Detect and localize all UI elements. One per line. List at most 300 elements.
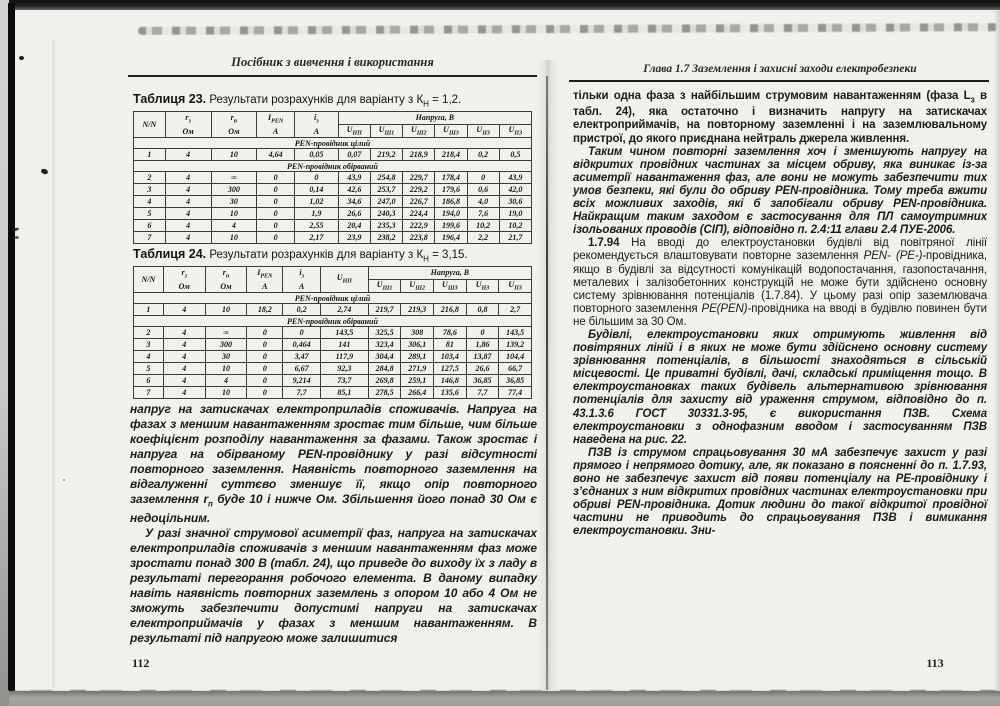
table-cell: 7,7 [466, 387, 499, 399]
text-run: в табл. 24), яка остаточно і визначить напругу на затискачах електроприймачів, на повторному заземленні і на заземлювальному пристрої, до якого приєднана нейтраль джерела живлення. [573, 90, 987, 145]
text-run: провідника на вводі в будівлю повинен бути не більшим за 30 Ом. [573, 302, 987, 328]
table-cell: 20,4 [338, 220, 370, 232]
symbol: $U_{Н3}$ [476, 125, 490, 137]
table-cell: 10,2 [467, 220, 499, 232]
table-cell: 4 [165, 208, 211, 220]
symbol-subscript: п [233, 118, 238, 125]
table-23-title [133, 92, 535, 108]
table-cell: 0,2 [467, 149, 499, 161]
col-header-symbol [321, 273, 368, 287]
table-cell: 259,1 [401, 375, 434, 387]
page-fold-line [52, 40, 55, 688]
symbol: $U_{Ш1}$ [376, 280, 393, 292]
table-cell: 0,2 [283, 304, 321, 316]
table-cell: 218,4 [435, 149, 467, 161]
table-24-title-tail: = 3,15. [428, 249, 468, 261]
symbol: $r_п$ [222, 267, 230, 280]
table-cell: 179,6 [435, 184, 467, 196]
symbol-subscript: PEN [260, 273, 273, 280]
table-cell: 26,6 [338, 208, 370, 220]
col-header [205, 267, 247, 293]
symbol-subscript: Ш3 [447, 285, 458, 292]
table-row [134, 172, 532, 184]
page-top-shadow [138, 23, 998, 35]
table-cell: 4 [165, 149, 211, 161]
ink-speck [63, 479, 65, 481]
table-cell: 304,4 [368, 351, 401, 363]
table-cell: 92,3 [321, 363, 369, 375]
table-cell: 6,67 [283, 363, 321, 375]
symbol-subscript: Н3 [482, 130, 490, 137]
table-cell: 1,9 [295, 208, 339, 220]
table-cell: 0,14 [295, 184, 339, 196]
symbol-subscript: PEN [271, 118, 284, 125]
table-row [134, 304, 532, 316]
table-cell: 7,6 [467, 208, 499, 220]
table-cell: 247,0 [370, 196, 402, 208]
symbol-subscript: НП [342, 278, 352, 285]
table-cell: 289,1 [401, 351, 434, 363]
table-cell: 141 [321, 339, 369, 351]
table-cell: 2,55 [295, 220, 339, 232]
header-row-1 [134, 267, 532, 280]
symbol: $U_{НП}$ [336, 272, 352, 285]
table-cell: 10 [211, 232, 257, 244]
ink-speck [14, 236, 19, 239]
section-label: PEN-провідник обірваний [134, 161, 532, 172]
symbol: $U_{Ш3}$ [443, 125, 459, 137]
table-23-wrap [133, 111, 532, 244]
table-head [134, 112, 532, 138]
table-cell: 2,7 [499, 304, 532, 316]
table-cell: 3 [134, 339, 164, 351]
symbol: N/N [142, 119, 157, 129]
table-cell: 4 [165, 232, 211, 244]
text-run: Таким чином повторні заземлення хоч і зменшують напругу на відкритих провідних частинах за місцем обриву, яка виникає із-за асиметрії навантаження фаз, але вони не можуть забезпечити тих умов безпеки, які були до обриву PEN-провідника. Тому треба вжити всіх можливих заходів, які б запобігали обриву PEN-провідника. Найкращим таким заходом є застосування для ПЛ самоутримних ізольованих проводів (СІП), відповідно п. 2.4:11 глави 2.4 ПУЕ-2006. [573, 145, 987, 237]
col-header [211, 112, 257, 138]
col-header-unit: Ом [228, 126, 240, 136]
results-table-23 [133, 111, 532, 244]
table-cell: 30 [205, 351, 247, 363]
table-cell: 254,8 [370, 172, 402, 184]
ink-speck [12, 227, 20, 232]
black-margin-bar [8, 3, 15, 691]
col-header [134, 112, 166, 138]
col-header-unit: Ом [182, 126, 194, 136]
text-italic-run: PEN- (PE-)- [863, 250, 927, 263]
table-cell: 4 [165, 172, 211, 184]
table-cell: 26,6 [466, 363, 499, 375]
table-cell: 0,5 [499, 149, 531, 161]
text-run: тільки одна фаза з найбільшим струмовим навантаженням (фаза L [573, 90, 971, 102]
table-cell: 0 [283, 327, 321, 339]
symbol-subscript: Ш1 [384, 130, 395, 137]
section-label: PEN-провідник обірваний [134, 316, 532, 327]
col-header-symbol [257, 113, 294, 127]
scan-edge-right [994, 10, 1000, 691]
col-header-symbol [283, 268, 320, 282]
table-cell: 0,6 [467, 184, 499, 196]
symbol-subscript: Ш2 [415, 285, 425, 292]
table-cell: 0 [257, 196, 295, 208]
col-header [163, 267, 205, 293]
table-cell: 66,7 [499, 363, 532, 375]
table-cell: 10 [211, 208, 257, 220]
section-row [134, 316, 532, 327]
table-cell: 78,6 [434, 327, 467, 339]
symbol-subscript: з [188, 118, 191, 125]
table-cell: 73,7 [321, 375, 369, 387]
table-cell: 0 [247, 387, 283, 399]
table-cell: 0 [247, 351, 283, 363]
symbol: $U_{НП}$ [346, 125, 362, 137]
text-subscript: п [208, 499, 213, 509]
symbol-subscript: п [225, 273, 230, 280]
col-header-symbol [134, 120, 165, 130]
table-cell: 0,05 [295, 149, 339, 161]
table-cell: 0 [467, 172, 499, 184]
table-row [134, 375, 532, 387]
group-header: Напруга, В [338, 112, 531, 125]
table-cell: 127,5 [434, 363, 467, 375]
table-cell: 4 [163, 339, 205, 351]
symbol-subscript: Ш3 [448, 130, 459, 137]
table-cell: 4 [165, 196, 211, 208]
symbol: $r_з$ [181, 267, 187, 280]
table-23-title-label: Таблиця 23. [133, 92, 207, 106]
symbol: $I_{PEN}$ [257, 267, 273, 280]
results-table-24 [133, 266, 532, 399]
col-header [247, 267, 283, 293]
table-cell: 238,2 [370, 232, 402, 244]
paragraph [573, 447, 987, 539]
table-cell: 4 [163, 351, 205, 363]
table-cell: 306,1 [401, 339, 434, 351]
table-row [134, 363, 532, 375]
scan-edge-bottom [0, 691, 1000, 706]
table-cell: 2 [134, 172, 166, 184]
table-cell: 224,4 [403, 208, 435, 220]
table-cell: 1 [134, 149, 166, 161]
table-24-title-sub: Н [423, 254, 429, 264]
table-cell: 2,74 [321, 304, 369, 316]
col-header-unit: А [262, 281, 268, 291]
table-cell: 77,4 [499, 387, 532, 399]
table-cell: 21,7 [499, 232, 531, 244]
col-header [370, 125, 402, 138]
table-cell: 5 [134, 363, 164, 375]
table-cell: 229,7 [403, 172, 435, 184]
table-cell: 218,9 [403, 149, 435, 161]
ink-speck [40, 168, 48, 175]
col-header-symbol [166, 113, 211, 127]
symbol: $I_{PEN}$ [268, 112, 284, 125]
paragraph [573, 329, 987, 447]
col-header [467, 125, 499, 138]
table-cell: 266,4 [401, 387, 434, 399]
table-cell: 325,5 [368, 327, 401, 339]
table-23-title-sub: Н [423, 99, 429, 109]
table-23-title-text: Результати розрахунків для варіанту з К [206, 94, 424, 106]
text-run: У разі значної струмової асиметрії фаз, напруга на затискачах електроприладів споживачів з меншим навантаженням фаз може зростати понад 300 В (табл. 24), що приведе до виходу їх з ладу в результаті перегорання робочого елемента. В даному випадку навіть наявність повторних заземлень з опором 10 або 4 Ом не зможуть забезпечити допустимі напруги на затискачах електроприймачів у фазах з меншим навантаженням. В результаті під напругою може залишитися [130, 526, 537, 646]
symbol-subscript: НП [352, 130, 362, 137]
table-cell: 284,8 [368, 363, 401, 375]
table-cell: ∞ [205, 327, 247, 339]
left-body-text [130, 402, 537, 646]
table-cell: 4 [165, 184, 211, 196]
table-cell: 308 [401, 327, 434, 339]
symbol-subscript: Н3 [481, 285, 490, 292]
header-row-1 [134, 112, 532, 125]
table-cell: 4 [205, 375, 247, 387]
text-run: ПЗВ із струмом спрацьовування 30 мА забезпечує захист у разі прямого і непрямого дотику, але, як показано в поясненні до п. 1.7.93, воно не забезпечує захист від появи потенціалу на PE-провіднику і з’єднаних з ним відкритих провідних частинах електроустановки при обриві PEN-провідника. Дотик людини до такої відкритої провідної частини не приводить до спрацьовування ПЗВ і вимикання електроустановки. Зни- [573, 446, 987, 538]
table-cell: 146,8 [434, 375, 467, 387]
table-cell: 117,9 [321, 351, 369, 363]
table-cell: 9,214 [283, 375, 321, 387]
table-cell: 194,0 [435, 208, 467, 220]
table-cell: 271,9 [401, 363, 434, 375]
table-cell: 222,9 [403, 220, 435, 232]
table-cell: 36,85 [499, 375, 532, 387]
ink-speck [19, 56, 24, 60]
table-cell: 13,87 [466, 351, 499, 363]
symbol: $U_{Ш3}$ [442, 280, 458, 292]
table-cell: 216,8 [434, 304, 467, 316]
col-header-symbol [247, 268, 282, 282]
table-cell: 178,4 [435, 172, 467, 184]
right-body-text [573, 90, 987, 538]
table-cell: 10 [205, 304, 247, 316]
table-cell: 229,2 [403, 184, 435, 196]
section-row [134, 138, 532, 149]
table-cell: 199,6 [435, 220, 467, 232]
group-header: Напруга, В [368, 267, 531, 280]
table-cell: 7 [134, 387, 164, 399]
col-header [434, 280, 467, 293]
section-label: PEN-провідник цілий [134, 293, 532, 304]
table-cell: 278,5 [368, 387, 401, 399]
symbol: $r_п$ [230, 112, 238, 125]
col-header-unit: А [313, 126, 320, 136]
scan-edge-top [0, 0, 1000, 10]
symbol-subscript: П3 [514, 130, 523, 137]
table-cell: 235,3 [370, 220, 402, 232]
col-header-symbol [212, 113, 257, 127]
table-23-title-tail: = 1,2. [428, 94, 462, 106]
table-cell: 143,5 [499, 327, 532, 339]
symbol-subscript: з [301, 273, 304, 280]
table-row [134, 220, 532, 232]
table-cell: 19,0 [499, 208, 531, 220]
text-run: напруг на затискачах електроприладів споживачів. Напруга на фазах з меншим навантаженням зростає тим більше, чим більше коефіцієнт розподілу навантаження за фазами. Також зростає і напруга на обірваному PEN-провіднику у разі відсутності повторного заземлення. Наявність повторного заземлення на відгалуженні суттєво зменшує її, якщо опір повторного заземлення r [130, 402, 537, 506]
table-cell: 1,86 [466, 339, 499, 351]
table-cell: 4 [211, 220, 257, 232]
symbol: $i_з$ [314, 112, 319, 125]
table-cell: 3,47 [283, 351, 321, 363]
table-cell: 3 [134, 184, 166, 196]
table-cell: 0 [295, 172, 339, 184]
symbol-subscript: Ш1 [382, 285, 393, 292]
symbol: $U_{Ш2}$ [409, 280, 425, 292]
table-cell: 34,6 [338, 196, 370, 208]
table-cell: 4 [163, 363, 205, 375]
table-cell: 0 [257, 172, 295, 184]
right-header-rule [569, 80, 989, 82]
text-run: провідника, якщо в будівлі за відсутності комунікацій водопостачання, газопостачання, металевих і залізобетонних конструкцій не може бути здійснено основну систему зрівнювання потенціалів (1.7.84). У цьому разі опір заземлювача повторного заземлення [573, 250, 987, 315]
table-row [134, 387, 532, 399]
table-cell: 139,2 [499, 339, 532, 351]
col-header-symbol [295, 113, 338, 127]
table-24-wrap [133, 266, 532, 399]
table-cell: 0 [466, 327, 499, 339]
table-cell: 4 [163, 327, 205, 339]
text-italic-run: PE(PEN)- [701, 302, 752, 315]
table-cell: 323,4 [368, 339, 401, 351]
table-cell: 223,8 [403, 232, 435, 244]
symbol: $U_{П3}$ [508, 125, 523, 137]
paragraph [130, 526, 537, 646]
table-cell: 18,2 [247, 304, 283, 316]
gutter-line [546, 76, 548, 690]
col-header [403, 125, 435, 138]
table-cell: 7,7 [283, 387, 321, 399]
table-24-title-label: Таблиця 24. [133, 247, 207, 261]
table-cell: 1,02 [295, 196, 339, 208]
table-cell: 43,9 [499, 172, 531, 184]
symbol: $U_{Н3}$ [475, 280, 490, 292]
table-cell: 103,4 [434, 351, 467, 363]
table-row [134, 339, 532, 351]
col-header [466, 280, 499, 293]
table-row [134, 327, 532, 339]
table-cell: 219,3 [401, 304, 434, 316]
table-cell: 43,9 [338, 172, 370, 184]
symbol-subscript: Ш2 [416, 130, 427, 137]
text-run: Будівлі, електроустановки яких отримують живлення від повітряних ліній і в яких не може бути здійснено основну систему зрівнювання потенціалів, в більшості знаходяться в сільській місцевості. Це приватні будівлі, дачі, складські приміщення тощо. В електроустановках таких будівель альтернативою зрівнювання потенціалів для захисту від ураження струмом, відповідно до п. 43.1.3.6 ГОСТ 30331.3-95, є використання ПЗВ. Схема електроустановки з однофазним вводом і застосуванням ПЗВ наведена на рис. 22. [573, 328, 987, 446]
section-row [134, 293, 532, 304]
table-cell: 0,07 [338, 149, 370, 161]
col-header [283, 267, 321, 293]
table-cell: 0 [247, 339, 283, 351]
table-cell: ∞ [211, 172, 257, 184]
col-header [165, 112, 211, 138]
table-cell: 7 [134, 232, 166, 244]
symbol-subscript: з [316, 118, 319, 125]
col-header-symbol [134, 275, 163, 285]
table-cell: 4 [163, 304, 205, 316]
text-run: буде 10 і нижче Ом. Збільшення його понад 30 Ом є недоцільним. [130, 492, 537, 526]
table-cell: 30 [211, 196, 257, 208]
table-cell: 4,0 [467, 196, 499, 208]
table-cell: 2,2 [467, 232, 499, 244]
col-header-symbol [206, 268, 247, 282]
table-cell: 0 [247, 327, 283, 339]
table-cell: 196,4 [435, 232, 467, 244]
symbol: $i_з$ [299, 267, 304, 280]
table-24-title-text: Результати розрахунків для варіанту з К [206, 249, 424, 261]
table-cell: 85,1 [321, 387, 369, 399]
symbol: $U_{Ш2}$ [410, 125, 427, 137]
col-header-unit: А [272, 126, 279, 136]
col-header [295, 112, 339, 138]
symbol: $r_з$ [185, 112, 191, 125]
table-cell: 240,3 [370, 208, 402, 220]
table-body [134, 293, 532, 399]
text-bold-run: 1.7.94 [588, 237, 632, 250]
table-cell: 0 [257, 208, 295, 220]
table-cell: 5 [134, 208, 166, 220]
table-cell: 226,7 [403, 196, 435, 208]
left-page-number: 112 [132, 656, 150, 670]
table-head [134, 267, 532, 293]
text-run: На вводі до електроустановки будівлі від повітряної лінії рекомендується влаштовувати повторне заземлення [573, 237, 987, 263]
col-header [368, 280, 401, 293]
table-cell: 0 [247, 375, 283, 387]
table-cell: 4 [134, 196, 166, 208]
paragraph [130, 402, 537, 526]
col-header [499, 125, 531, 138]
col-header [338, 125, 370, 138]
section-row [134, 161, 532, 172]
left-running-head: Посібник з вивчення і використання [231, 55, 434, 69]
symbol-subscript: П3 [514, 285, 522, 292]
paragraph [573, 90, 987, 146]
paragraph [573, 237, 987, 329]
symbol: N/N [141, 274, 156, 284]
table-cell: 42,6 [338, 184, 370, 196]
table-cell: 10 [205, 387, 247, 399]
table-cell: 0 [257, 232, 295, 244]
table-cell: 143,5 [321, 327, 369, 339]
table-cell: 219,7 [368, 304, 401, 316]
table-cell: 10,2 [499, 220, 531, 232]
table-cell: 6 [134, 375, 164, 387]
section-label: PEN-провідник цілий [134, 138, 532, 149]
table-cell: 4 [165, 220, 211, 232]
table-body [134, 138, 532, 244]
table-row [134, 232, 532, 244]
table-24-title [133, 247, 535, 263]
table-cell: 0 [247, 363, 283, 375]
table-cell: 6 [134, 220, 166, 232]
col-header-unit: А [298, 281, 305, 291]
col-header [401, 280, 434, 293]
table-row [134, 208, 532, 220]
table-cell: 135,6 [434, 387, 467, 399]
table-cell: 0 [257, 184, 295, 196]
table-cell: 300 [205, 339, 247, 351]
table-cell: 10 [205, 363, 247, 375]
table-cell: 4 [134, 351, 164, 363]
table-cell: 300 [211, 184, 257, 196]
table-cell: 36,85 [466, 375, 499, 387]
text-subscript: 3 [970, 95, 975, 105]
table-cell: 0,464 [283, 339, 321, 351]
table-cell: 0 [257, 220, 295, 232]
left-header-rule [128, 75, 537, 77]
paragraph [573, 146, 987, 238]
table-cell: 2,17 [295, 232, 339, 244]
table-cell: 4,64 [257, 149, 295, 161]
col-header [257, 112, 295, 138]
table-cell: 30,6 [499, 196, 531, 208]
col-header [499, 280, 532, 293]
table-cell: 186,8 [435, 196, 467, 208]
table-cell: 269,8 [368, 375, 401, 387]
table-row [134, 184, 532, 196]
col-header-unit: Ом [178, 281, 190, 291]
col-header [435, 125, 467, 138]
